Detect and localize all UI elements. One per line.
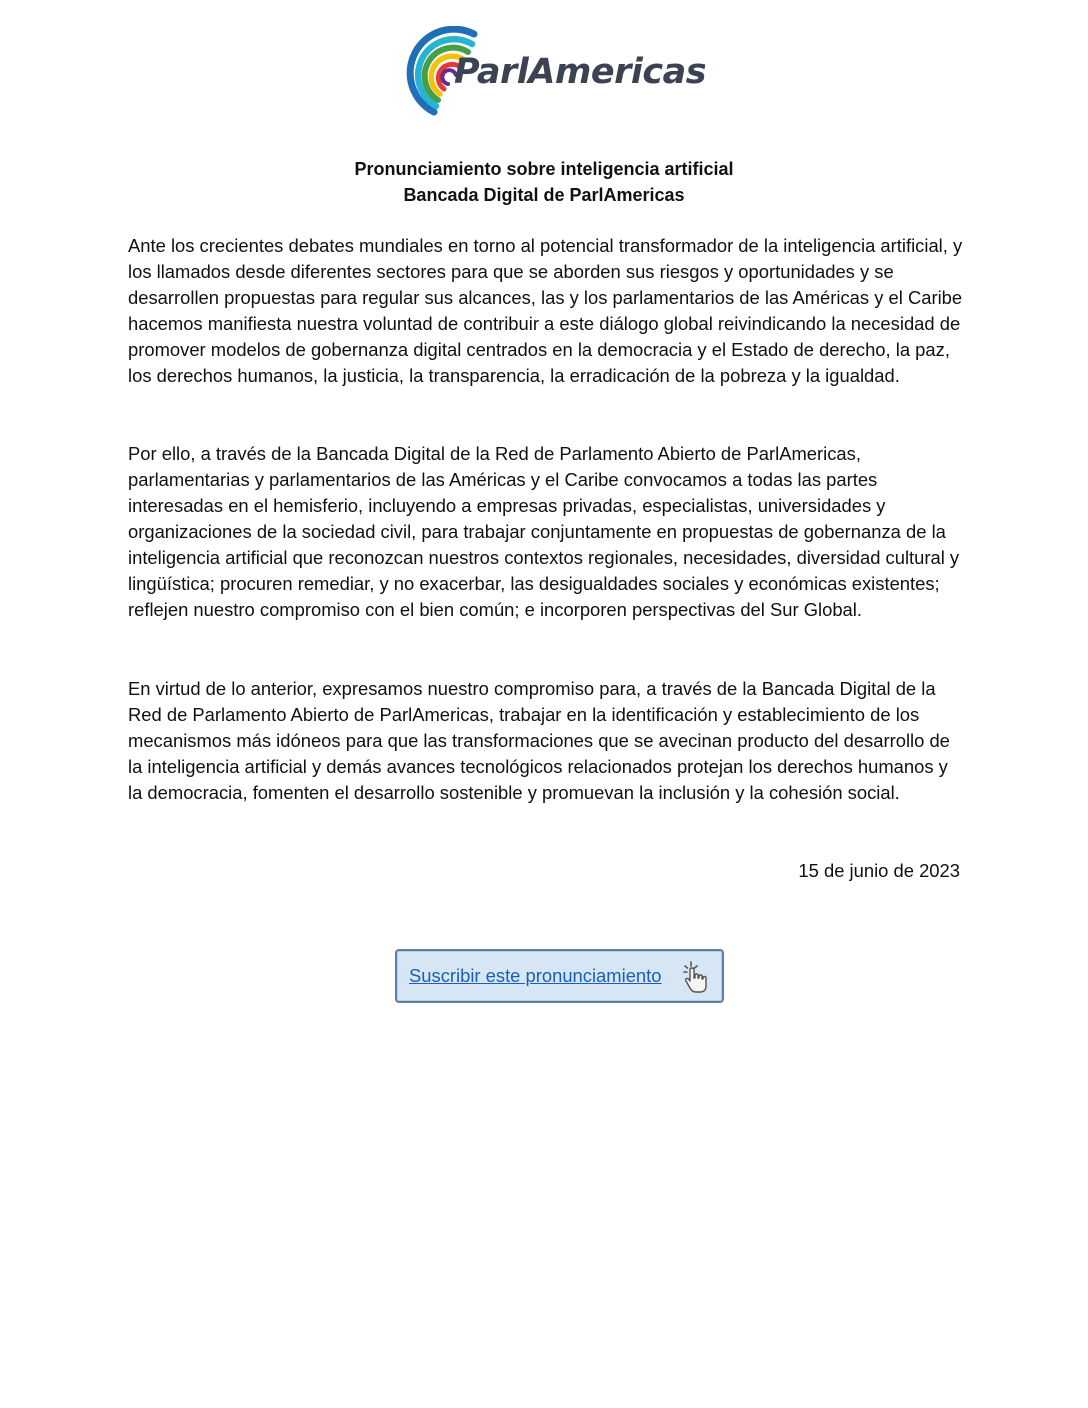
paragraph-3: En virtud de lo anterior, expresamos nuestro compromiso para, a través de la Bancada Digital de la Red de Parlamento Abierto de ParlAmericas, trabajar en la identificación y establecimiento de los mecanismos más idóneos para que las transformaciones que se avecinan producto del desarrollo de la inteligencia artificial y demás avances tecnológicos relacionados protejan los derechos humanos y la democracia, fomenten el desarrollo sostenible y promuevan la inclusión y la cohesión social. <box>128 678 950 803</box>
logo-text: ParlAmericas <box>454 52 707 92</box>
document-subtitle: Bancada Digital de ParlAmericas <box>403 185 685 205</box>
subscribe-button[interactable] <box>395 949 724 1003</box>
document-date: 15 de junio de 2023 <box>798 860 960 881</box>
paragraph-1: Ante los crecientes debates mundiales en torno al potencial transformador de la inteligencia artificial, y los llamados desde diferentes sectores para que se aborden sus riesgos y oportunidades y se desarrollen propuestas para regular sus alcances, las y los parlamentarios de las Américas y el Caribe hacemos manifiesta nuestra voluntad de contribuir a este diálogo global reivindicando la necesidad de promover modelos de gobernanza digital centrados en la democracia y el Estado de derecho, la paz, los derechos humanos, la justicia, la transparencia, la erradicación de la pobreza y la igualdad. <box>128 235 963 386</box>
paragraph-2: Por ello, a través de la Bancada Digital de la Red de Parlamento Abierto de ParlAmericas, parlamentarias y parlamentarios de las Américas y el Caribe convocamos a todas las partes interesadas en el hemisferio, incluyendo a empresas privadas, especialistas, universidades y organizaciones de la sociedad civil, para trabajar conjuntamente en propuestas de gobernanza de la inteligencia artificial que reconozcan nuestros contextos regionales, necesidades, diversidad cultural y lingüística; procuren remediar, y no exacerbar, las desigualdades sociales y económicas existentes; reflejen nuestro compromiso con el bien común; e incorporen perspectivas del Sur Global. <box>128 443 960 620</box>
document-heading <box>128 156 960 208</box>
pointer-hand-icon <box>682 960 714 994</box>
parlamericas-logo <box>392 26 712 118</box>
subscribe-link[interactable]: Suscribir este pronunciamiento <box>409 965 662 986</box>
document-title: Pronunciamiento sobre inteligencia artificial <box>354 159 734 179</box>
